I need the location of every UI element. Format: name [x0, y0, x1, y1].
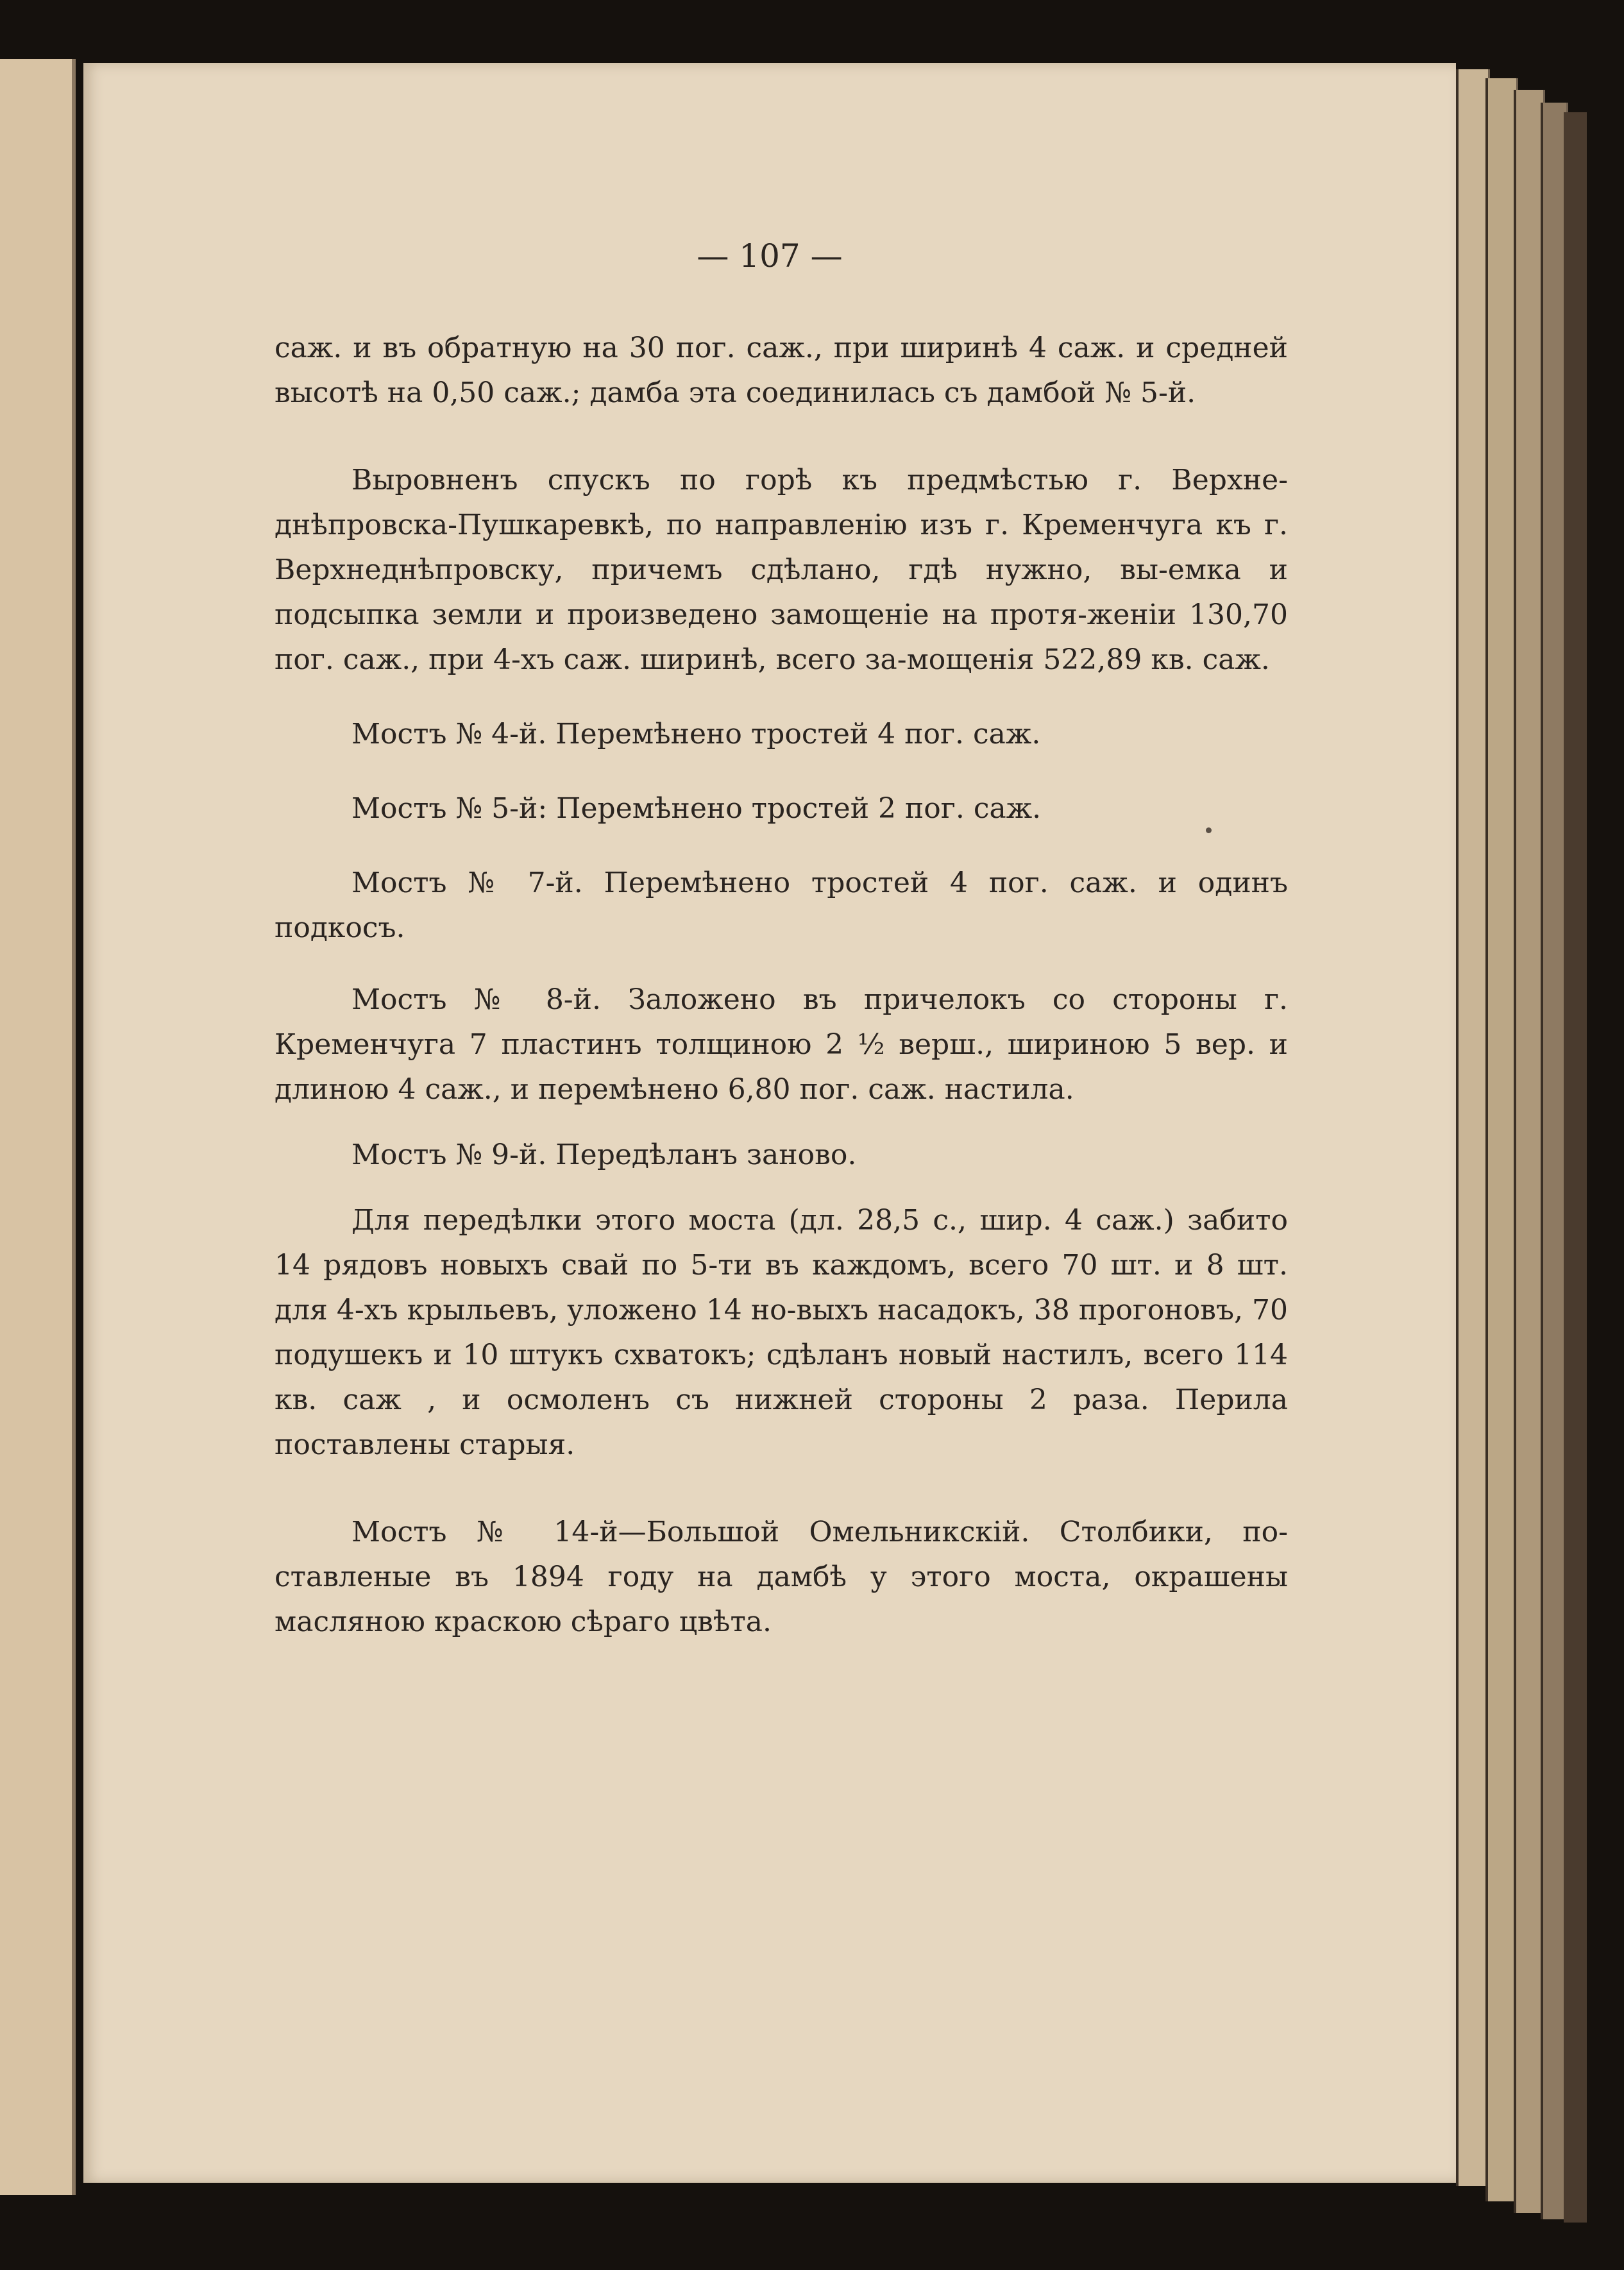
page-text: [275, 326, 1288, 1645]
paragraph-bridge-7: Мостъ № 7-й. Перемѣнено тростей 4 пог. саж. и одинъ подкосъ.: [275, 867, 1288, 944]
paragraph-bridge-4: Мостъ № 4-й. Перемѣнено тростей 4 пог. саж.: [351, 718, 1041, 750]
paragraph-bridge-9: Мостъ № 9-й. Передѣланъ заново.: [351, 1139, 857, 1171]
page-number: — 107 —: [697, 237, 843, 275]
book-cover-edge: [1564, 112, 1587, 2223]
paragraph-bridge-8: Мостъ № 8-й. Заложено въ причелокъ со стороны г. Кременчуга 7 пластинъ толщиною 2 ½ верш., шириною 5 вер. и длиною 4 саж., и перемѣнено 6,80 пог. саж. настила.: [275, 983, 1288, 1106]
paragraph-bridge-9-details: Для передѣлки этого моста (дл. 28,5 с., шир. 4 саж.) забито 14 рядовъ новыхъ свай по 5-ти въ каждомъ, всего 70 шт. и 8 шт. для 4-хъ крыльевъ, уложено 14 но-выхъ насадокъ, 38 прогоновъ, 70 подушекъ и 10 штукъ схватокъ; сдѣланъ новый настилъ, всего 114 кв. саж , и осмоленъ съ нижней стороны 2 раза. Перила поставлены старыя.: [275, 1204, 1288, 1461]
paragraph-descent-levelling: Выровненъ спускъ по горѣ къ предмѣстью г. Верхне-днѣпровска-Пушкаревкѣ, по направленію изъ г. Кременчуга къ г. Верхнеднѣпровску, причемъ сдѣлано, гдѣ нужно, вы-емка и подсыпка земли и произведено замощеніе на протя-женіи 130,70 пог. саж., при 4-хъ саж. ширинѣ, всего за-мощенія 522,89 кв. саж.: [275, 464, 1288, 676]
ink-speck: [1206, 827, 1212, 833]
book-page: [83, 63, 1456, 2183]
paragraph-bridge-14: Мостъ № 14-й—Большой Омельникскій. Столбики, по-ставленые въ 1894 году на дамбѣ у этого моста, окрашены масляною краскою сѣраго цвѣта.: [275, 1516, 1288, 1638]
previous-page-edge: [0, 59, 76, 2195]
paragraph-dam-continuation: саж. и въ обратную на 30 пог. саж., при ширинѣ 4 саж. и средней высотѣ на 0,50 саж.; дамба эта соединилась съ дамбой № 5-й.: [275, 332, 1288, 409]
paragraph-bridge-5: Мостъ № 5-й: Перемѣнено тростей 2 пог. саж.: [351, 792, 1042, 825]
